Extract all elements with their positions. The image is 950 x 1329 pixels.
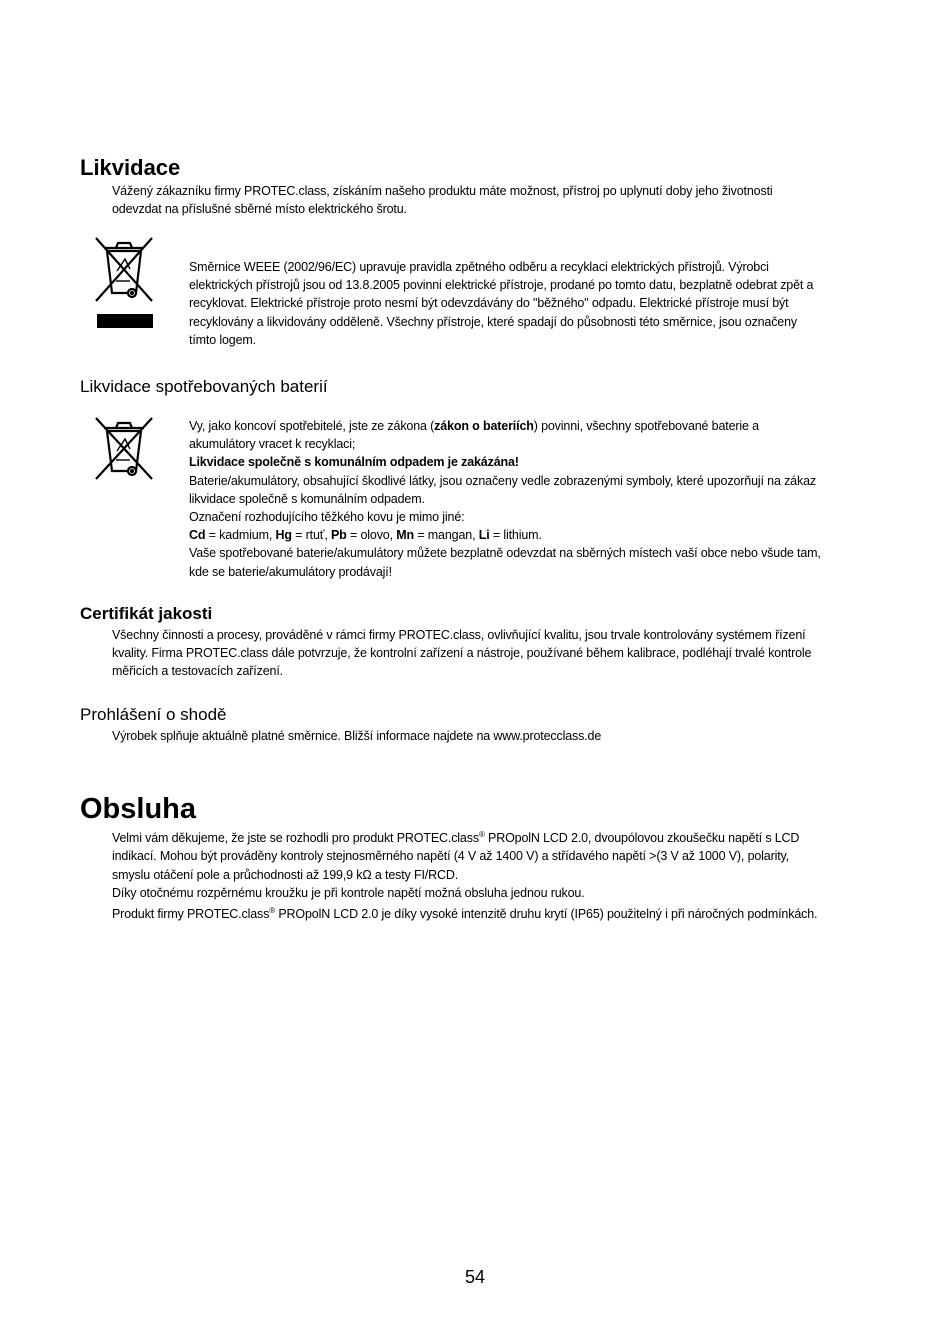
text-run: = lithium. [489, 528, 542, 543]
certifikat-text [112, 626, 811, 681]
heading-obsluha: Obsluha [80, 793, 197, 825]
text-line: recyklovány a likvidovány odděleně. Všechny přístroje, které spadají do působnosti této směrnice, jsou označeny [189, 314, 798, 329]
text-line: Výrobek splňuje aktuálně platné směrnice. Bližší informace najdete na www.protecclass.de [112, 729, 602, 743]
heavy-metals-line [189, 526, 821, 544]
heading-certifikat: Certifikát jakosti [80, 604, 213, 623]
text-run: ) povinni, všechny spotřebované baterie a [533, 419, 759, 433]
text-run: = olovo, [346, 528, 397, 543]
text-line: odevzdat na příslušné sběrné místo elektrického šrotu. [112, 202, 407, 217]
text-run: = kadmium, [205, 528, 276, 543]
text-run: = mangan, [414, 528, 479, 543]
symbol-hg: Hg [275, 528, 292, 543]
text-line: Označení rozhodujícího těžkého kovu je mimo jiné: [189, 510, 465, 525]
likvidace-intro [112, 182, 773, 218]
registered-mark: ® [478, 830, 485, 839]
text-line: tímto logem. [189, 332, 256, 347]
text-run: Produkt firmy PROTEC.class [112, 907, 270, 922]
text-run: PROpolN LCD 2.0 je díky vysoké intenzitě druhu krytí (IP65) použitelný i při náročných podmínkách. [275, 907, 818, 922]
heading-baterie: Likvidace spotřebovaných baterií [80, 377, 328, 396]
text-line: indikací. Mohou být prováděny kontroly stejnosměrného napětí (4 V až 1400 V) a střídavého napětí >(3 V až 1000 V), polarity, [112, 849, 790, 864]
law-name: zákon o bateriích [434, 419, 534, 433]
text-line [112, 902, 817, 923]
text-line: Díky otočnému rozpěrnému kroužku je při kontrole napětí možná obsluha jednou rukou. [112, 885, 585, 900]
text-line: Všechny činnosti a procesy, prováděné v rámci firmy PROTEC.class, ovlivňující kvalitu, jsou trvale kontrolovány systémem řízení [112, 628, 806, 642]
registered-mark: ® [269, 905, 275, 915]
symbol-pb: Pb [330, 528, 347, 543]
text-run: PROpolN LCD 2.0, dvoupólovou zkoušečku napětí s LCD [484, 831, 800, 846]
baterie-text [189, 417, 821, 581]
page-number: 54 [464, 1267, 486, 1287]
text-line: recyklovat. Elektrické přístroje proto nesmí být odevzdávány do "běžného" odpadu. Elektrické přístroje musí být [189, 296, 789, 311]
text-line [112, 826, 817, 847]
prohlaseni-text [112, 727, 601, 745]
text-line: kvality. Firma PROTEC.class dále potvrzuje, že kontrolní zařízení a nástroje, používané během kalibrace, podléhají trvalé kontrole [112, 646, 812, 661]
text-run: = rtuť, [291, 528, 331, 543]
text-line: Vážený zákazníku firmy PROTEC.class, získáním našeho produktu máte možnost, přístroj po uplynutí doby jeho životnosti [112, 184, 773, 198]
text-run: Velmi vám děkujeme, že jste se rozhodli pro produkt PROTEC.class [112, 831, 479, 846]
symbol-mn: Mn [396, 528, 414, 543]
text-line: Baterie/akumulátory, obsahující škodlivé látky, jsou označeny vedle zobrazenými symboly, které upozorňují na zákaz [189, 473, 816, 488]
text-line: smyslu otáčení pole a průchodnosti až 199,9 kΩ a testy FI/RCD. [112, 867, 459, 882]
warning-line: Likvidace společně s komunálním odpadem je zakázána! [189, 455, 519, 470]
weee-bin-icon [90, 235, 158, 330]
heading-prohlaseni: Prohlášení o shodě [80, 705, 227, 724]
obsluha-text [112, 826, 817, 923]
text-line: Směrnice WEEE (2002/96/EC) upravuje pravidla zpětného odběru a recyklaci elektrických přístrojů. Výrobci [189, 260, 769, 274]
text-line: kde se baterie/akumulátory prodávají! [189, 564, 392, 579]
heading-likvidace: Likvidace [80, 155, 181, 180]
weee-text [189, 258, 813, 349]
text-run: Vy, jako koncoví spotřebitelé, jste ze zákona ( [189, 419, 435, 433]
text-line: elektrických přístrojů jsou od 13.8.2005 povinni elektrické přístroje, prodané po tomto datu, bezplatně odebrat zpět a [189, 278, 814, 293]
text-line: akumulátory vracet k recyklaci; [189, 437, 356, 452]
text-line [189, 417, 821, 435]
text-line: Vaše spotřebované baterie/akumulátory můžete bezplatně odevzdat na sběrných místech vaší obce nebo všude tam, [189, 546, 821, 561]
symbol-cd: Cd [189, 528, 206, 543]
battery-bin-icon [90, 415, 158, 483]
text-line: měřicích a testovacích zařízení. [112, 664, 283, 679]
text-line: likvidace společně s komunálním odpadem. [189, 491, 425, 506]
symbol-li: Li [478, 528, 490, 543]
